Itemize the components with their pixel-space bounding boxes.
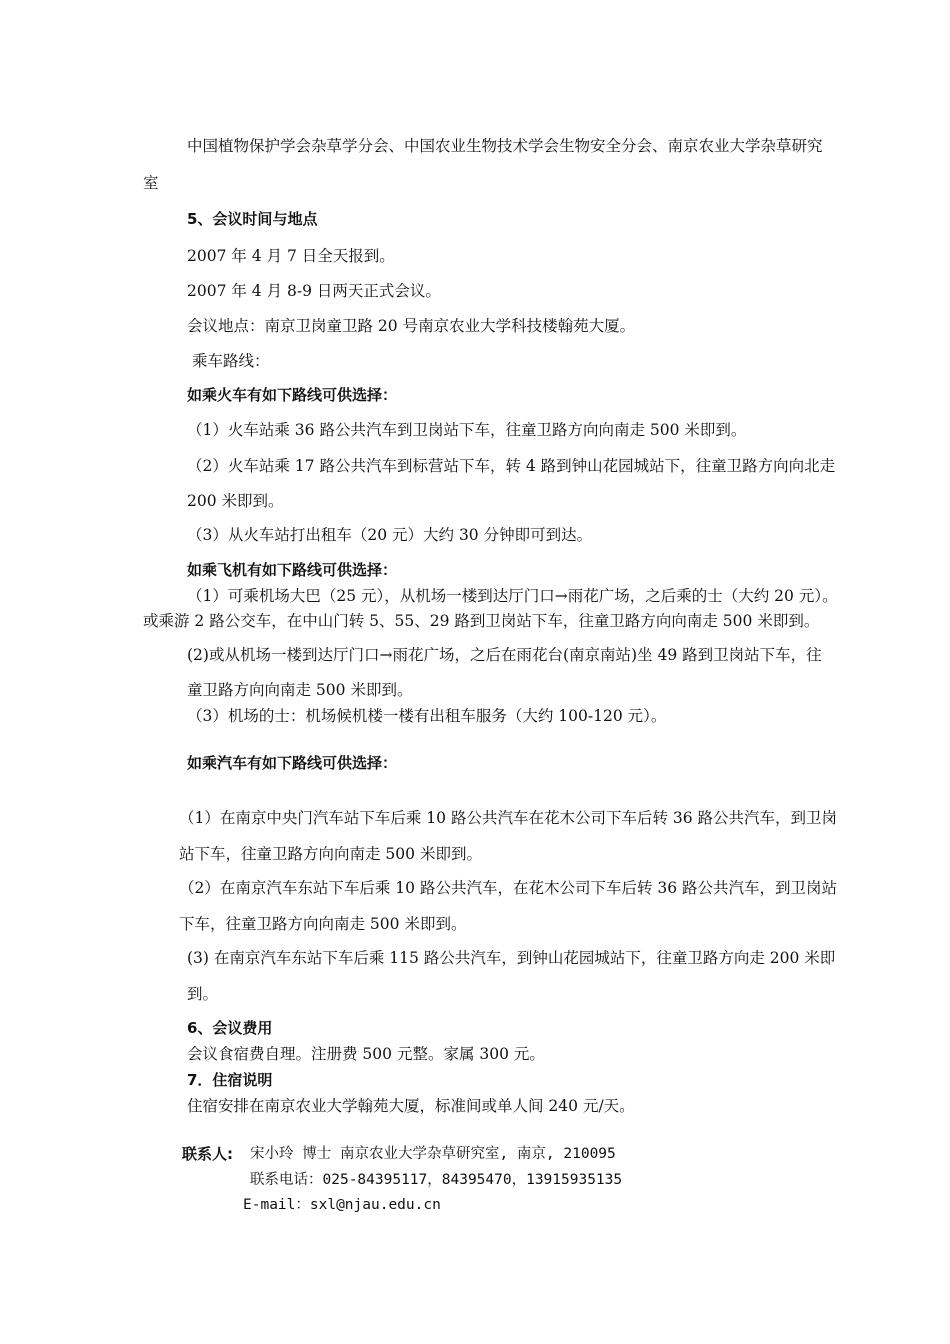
plane-route-3: （3）机场的士：机场候机楼一楼有出租车服务（大约 100-120 元）。 (187, 707, 667, 725)
accommodation-text: 住宿安排在南京农业大学翰苑大厦，标准间或单人间 240 元/天。 (187, 1097, 635, 1115)
venue: 会议地点：南京卫岗童卫路 20 号南京农业大学科技楼翰苑大厦。 (187, 317, 636, 335)
train-route-2-line-1: （2）火车站乘 17 路公共汽车到标营站下车，转 4 路到钟山花园城站下，往童卫路方向向北走 (187, 457, 836, 475)
plane-route-2-line-2: 童卫路方向向南走 500 米即到。 (187, 681, 413, 699)
bus-route-3-line-1: (3) 在南京汽车东站下车后乘 115 路公共汽车，到钟山花园城站下，往童卫路方向走 200 米即 (187, 949, 836, 967)
bus-route-2-line-2: 下车，往童卫路方向向南走 500 米即到。 (179, 915, 467, 933)
contact-phone: 联系电话：025-84395117，84395470，13915935135 (250, 1172, 623, 1188)
checkin-date: 2007 年 4 月 7 日全天报到。 (187, 247, 395, 265)
plane-route-1-line-2: 或乘游 2 路公交车，在中山门转 5、55、29 路到卫岗站下车，往童卫路方向向南走 500 米即到。 (143, 612, 820, 630)
organizers-line-2: 室 (143, 174, 159, 192)
contact-label: 联系人: (182, 1145, 233, 1163)
train-heading: 如乘火车有如下路线可供选择： (187, 386, 398, 404)
route-title: 乘车路线： (192, 352, 270, 370)
bus-route-1-line-2: 站下车，往童卫路方向向南走 500 米即到。 (179, 845, 482, 863)
plane-route-2-line-1: (2)或从机场一楼到达厅门口→雨花广场，之后在雨花台(南京南站)坐 49 路到卫岗站下车，往 (187, 646, 822, 664)
bus-route-3-line-2: 到。 (187, 985, 219, 1003)
organizers-line-1: 中国植物保护学会杂草学分会、中国农业生物技术学会生物安全分会、南京农业大学杂草研究 (187, 137, 823, 155)
fees-text: 会议食宿费自理。注册费 500 元整。家属 300 元。 (187, 1045, 545, 1063)
bus-route-1-line-1: （1）在南京中央门汽车站下车后乘 10 路公共汽车在花木公司下车后转 36 路公共汽车，到卫岗 (179, 809, 838, 827)
train-route-1: （1）火车站乘 36 路公共汽车到卫岗站下车，往童卫路方向向南走 500 米即到。 (187, 421, 747, 439)
contact-email: E-mail：sxl@njau.edu.cn (243, 1197, 441, 1213)
section-5-heading: 5、会议时间与地点 (187, 210, 318, 228)
bus-heading: 如乘汽车有如下路线可供选择： (187, 754, 398, 772)
plane-heading: 如乘飞机有如下路线可供选择： (187, 561, 398, 579)
train-route-2-line-2: 200 米即到。 (187, 492, 284, 510)
section-6-heading: 6、会议费用 (187, 1019, 273, 1037)
meeting-date: 2007 年 4 月 8-9 日两天正式会议。 (187, 282, 441, 300)
plane-route-1-line-1: （1）可乘机场大巴（25 元），从机场一楼到达厅门口→雨花广场，之后乘的士（大约 20 元）。 (187, 587, 838, 605)
bus-route-2-line-1: （2）在南京汽车东站下车后乘 10 路公共汽车，在花木公司下车后转 36 路公共汽车，到卫岗站 (179, 879, 838, 897)
contact-person: 宋小玲 博士 南京农业大学杂草研究室, 南京, 210095 (250, 1146, 616, 1162)
section-7-heading: 7．住宿说明 (187, 1071, 273, 1089)
train-route-3: （3）从火车站打出租车（20 元）大约 30 分钟即可到达。 (187, 526, 593, 544)
